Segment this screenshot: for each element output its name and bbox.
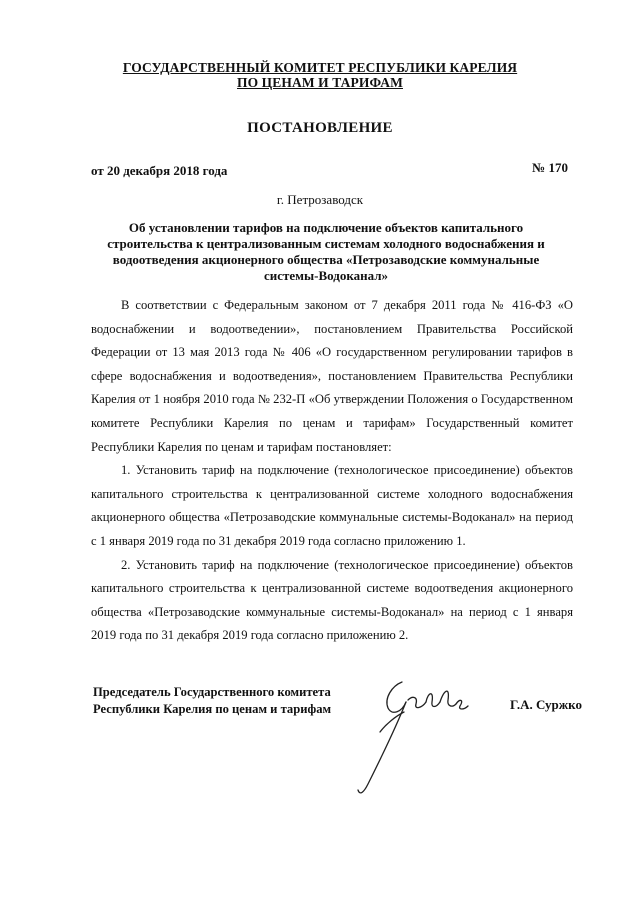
agency-name-line1: ГОСУДАРСТВЕННЫЙ КОМИТЕТ РЕСПУБЛИКИ КАРЕЛИЯ [122, 60, 518, 75]
signer-title [93, 684, 373, 718]
signature-drawing [340, 672, 470, 802]
handwritten-signature [340, 672, 470, 802]
item-1-paragraph: 1. Установить тариф на подключение (технологическое присоединение) объектов капитального строительства к централизованной системе холодного водоснабжения акционерного общества «Петрозаводские коммунальные системы-Водоканал» на период с 1 января 2019 года по 31 декабря 2019 года согласно приложению 1. [91, 463, 573, 548]
document-subject: Об установлении тарифов на подключение объектов капитального строительства к централизованным системам холодного водоснабжения и водоотведения акционерного общества «Петрозаводские коммунальные системы-Водоканал» [107, 220, 545, 283]
document-date: от 20 декабря 2018 года [91, 163, 228, 178]
document-type-title: ПОСТАНОВЛЕНИЕ [247, 120, 393, 136]
signer-title-line2: Республики Карелия по ценам и тарифам [93, 702, 332, 716]
item-2-paragraph: 2. Установить тариф на подключение (технологическое присоединение) объектов капитального строительства к централизованной системе водоотведения акционерного общества «Петрозаводские коммунальные системы-Водоканал» на период с 1 января 2019 года по 31 декабря 2019 года согласно приложению 2. [91, 557, 573, 643]
preamble-paragraph: В соответствии с Федеральным законом от 7 декабря 2011 года № 416-ФЗ «О водоснабжении и водоотведении», постановлением Правительства Российской Федерации от 13 мая 2013 года № 406 «О государственном регулировании тарифов в сфере водоснабжения и водоотведения», постановлением Правительства Республики Карелия от 1 ноября 2010 года № 232-П «Об утверждении Положения о Государственном комитете Республики Карелия по ценам и тарифам» Государственный комитет Республики Карелия по ценам и тарифам постановляет: [91, 298, 573, 454]
document-number: № 170 [532, 160, 568, 175]
agency-name-line2: ПО ЦЕНАМ И ТАРИФАМ [237, 75, 403, 90]
signer-name: Г.А. Суржко [510, 697, 582, 712]
document-city: г. Петрозаводск [276, 192, 364, 207]
document-body [91, 294, 573, 648]
signature-strokes [358, 682, 468, 793]
signer-title-line1: Председатель Государственного комитета [93, 685, 331, 699]
